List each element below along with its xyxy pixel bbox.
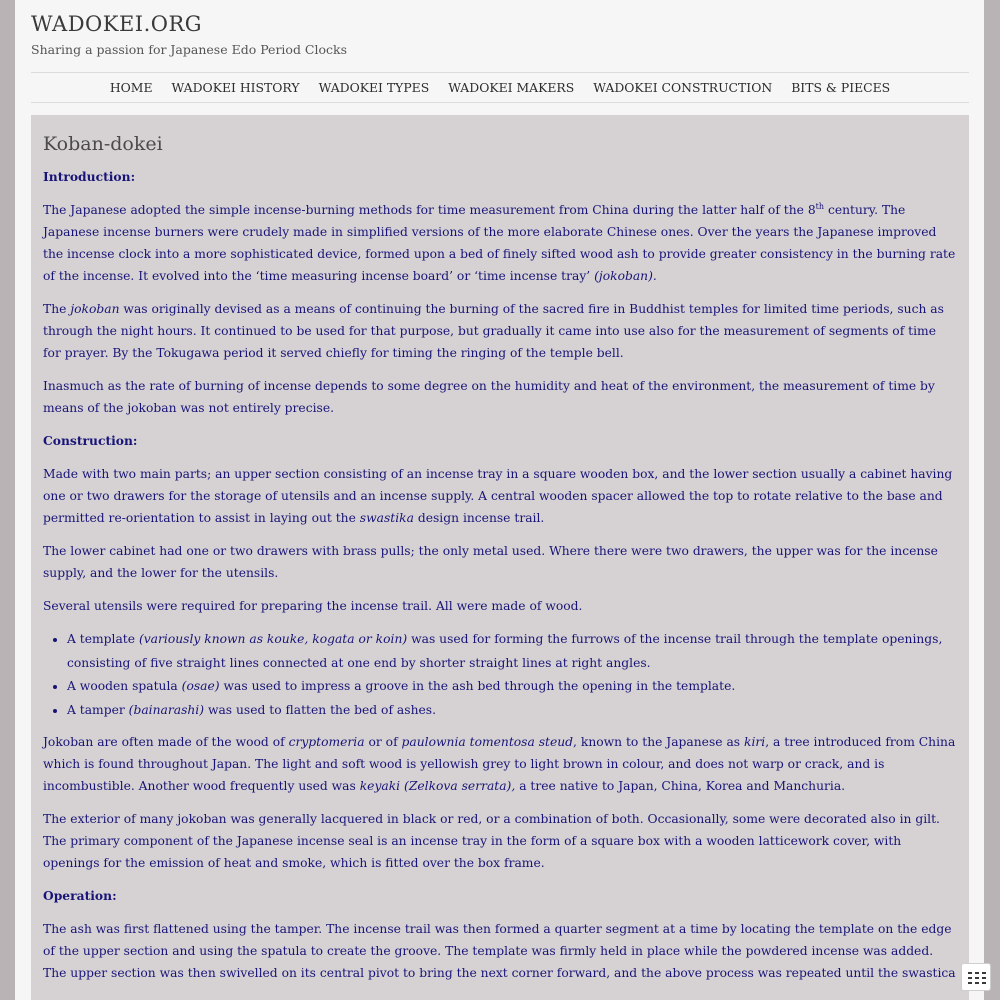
nav-item-wadokei-makers[interactable]: WADOKEI MAKERS (448, 80, 575, 95)
list-item: • A template (variously known as kouke, kogata or koin) was used for forming the furrows of the incense trail through the template openings, consisting of five straight lines connected at one end by shorter straight lines at right angles. (67, 628, 957, 675)
paragraph-utensils: Several utensils were required for preparing the incense trail. All were made of wood. (43, 599, 583, 613)
operation-heading: Operation: (43, 888, 117, 903)
paragraph-operation: The ash was first flattened using the tamper. The incense trail was then formed a quarter segment at a time by locating the template on the edge of the upper section and using the spatula to create the groove. The template was firmly held in place while the powdered incense was added. The upper section was then swivelled on its central pivot to bring the next corner forward, and the above process was repeated until the swastica (43, 922, 956, 980)
construction-heading: Construction: (43, 433, 138, 448)
site-description: Sharing a passion for Japanese Edo Period Clocks (31, 42, 347, 57)
paragraph-intro: The Japanese adopted the simple incense-burning methods for time measurement from China during the latter half of the 8th century. The Japanese incense burners were crudely made in simplified versions of the more elaborate Chinese ones. Over the years the Japanese improved the incense clock into a more sophisticated device, formed upon a bed of finely sifted wood ash to provide greater consistency in the burning rate of the incense. It evolved into the ‘time measuring incense board’ or ‘time incense tray’ (jokoban). (43, 201, 956, 283)
site-title[interactable]: WADOKEI.ORG (31, 12, 203, 36)
nav-item-wadokei-construction[interactable]: WADOKEI CONSTRUCTION (593, 80, 773, 95)
nav-item-wadokei-types[interactable]: WADOKEI TYPES (318, 80, 430, 95)
nav-item-wadokei-history[interactable]: WADOKEI HISTORY (171, 80, 300, 95)
page-title: Koban-dokei (43, 133, 163, 155)
paragraph-construction: Made with two main parts; an upper section consisting of an incense tray in a square wooden box, and the lower section usually a cabinet having one or two drawers for the storage of utensils and an incense supply. A central wooden spacer allowed the top to rotate relative to the base and permitted re-orientation to assist in laying out the swastika design incense trail. (43, 467, 953, 525)
paragraph-precision: Inasmuch as the rate of burning of incense depends to some degree on the humidity and heat of the environment, the measurement of time by means of the jokoban was not entirely precise. (43, 379, 935, 415)
paragraph-jokoban: The jokoban was originally devised as a means of continuing the burning of the sacred fire in Buddhist temples for limited time periods, such as through the night hours. It continued to be used for that purpose, but gradually it came into use also for the measurement of segments of time for prayer. By the Tokugawa period it served chiefly for timing the ringing of the temple bell. (43, 302, 944, 360)
utensil-list (43, 628, 957, 722)
list-item: • A tamper (bainarashi) was used to flatten the bed of ashes. (67, 699, 957, 723)
menu-icon[interactable] (961, 963, 991, 991)
article-content (31, 115, 969, 1000)
page (15, 0, 984, 1000)
nav-item-bits-and-pieces[interactable]: BITS & PIECES (791, 80, 891, 95)
paragraph-cabinet: The lower cabinet had one or two drawers with brass pulls; the only metal used. Where there were two drawers, the upper was for the incense supply, and the lower for the utensils. (43, 544, 938, 580)
main-nav (31, 72, 969, 103)
paragraph-exterior: The exterior of many jokoban was generally lacquered in black or red, or a combination of both. Occasionally, some were decorated also in gilt. The primary component of the Japanese incense seal is an incense tray in the form of a square box with a wooden latticework cover, with openings for the emission of heat and smoke, which is fitted over the box frame. (43, 812, 940, 870)
nav-item-home[interactable]: HOME (109, 80, 153, 95)
list-item: • A wooden spatula (osae) was used to impress a groove in the ash bed through the opening in the template. (67, 675, 957, 699)
paragraph-wood: Jokoban are often made of the wood of cryptomeria or of paulownia tomentosa steud, known to the Japanese as kiri, a tree introduced from China which is found throughout Japan. The light and soft wood is yellowish grey to light brown in colour, and does not warp or crack, and is incombustible. Another wood frequently used was keyaki (Zelkova serrata), a tree native to Japan, China, Korea and Manchuria. (43, 735, 956, 793)
introduction-heading: Introduction: (43, 169, 136, 184)
